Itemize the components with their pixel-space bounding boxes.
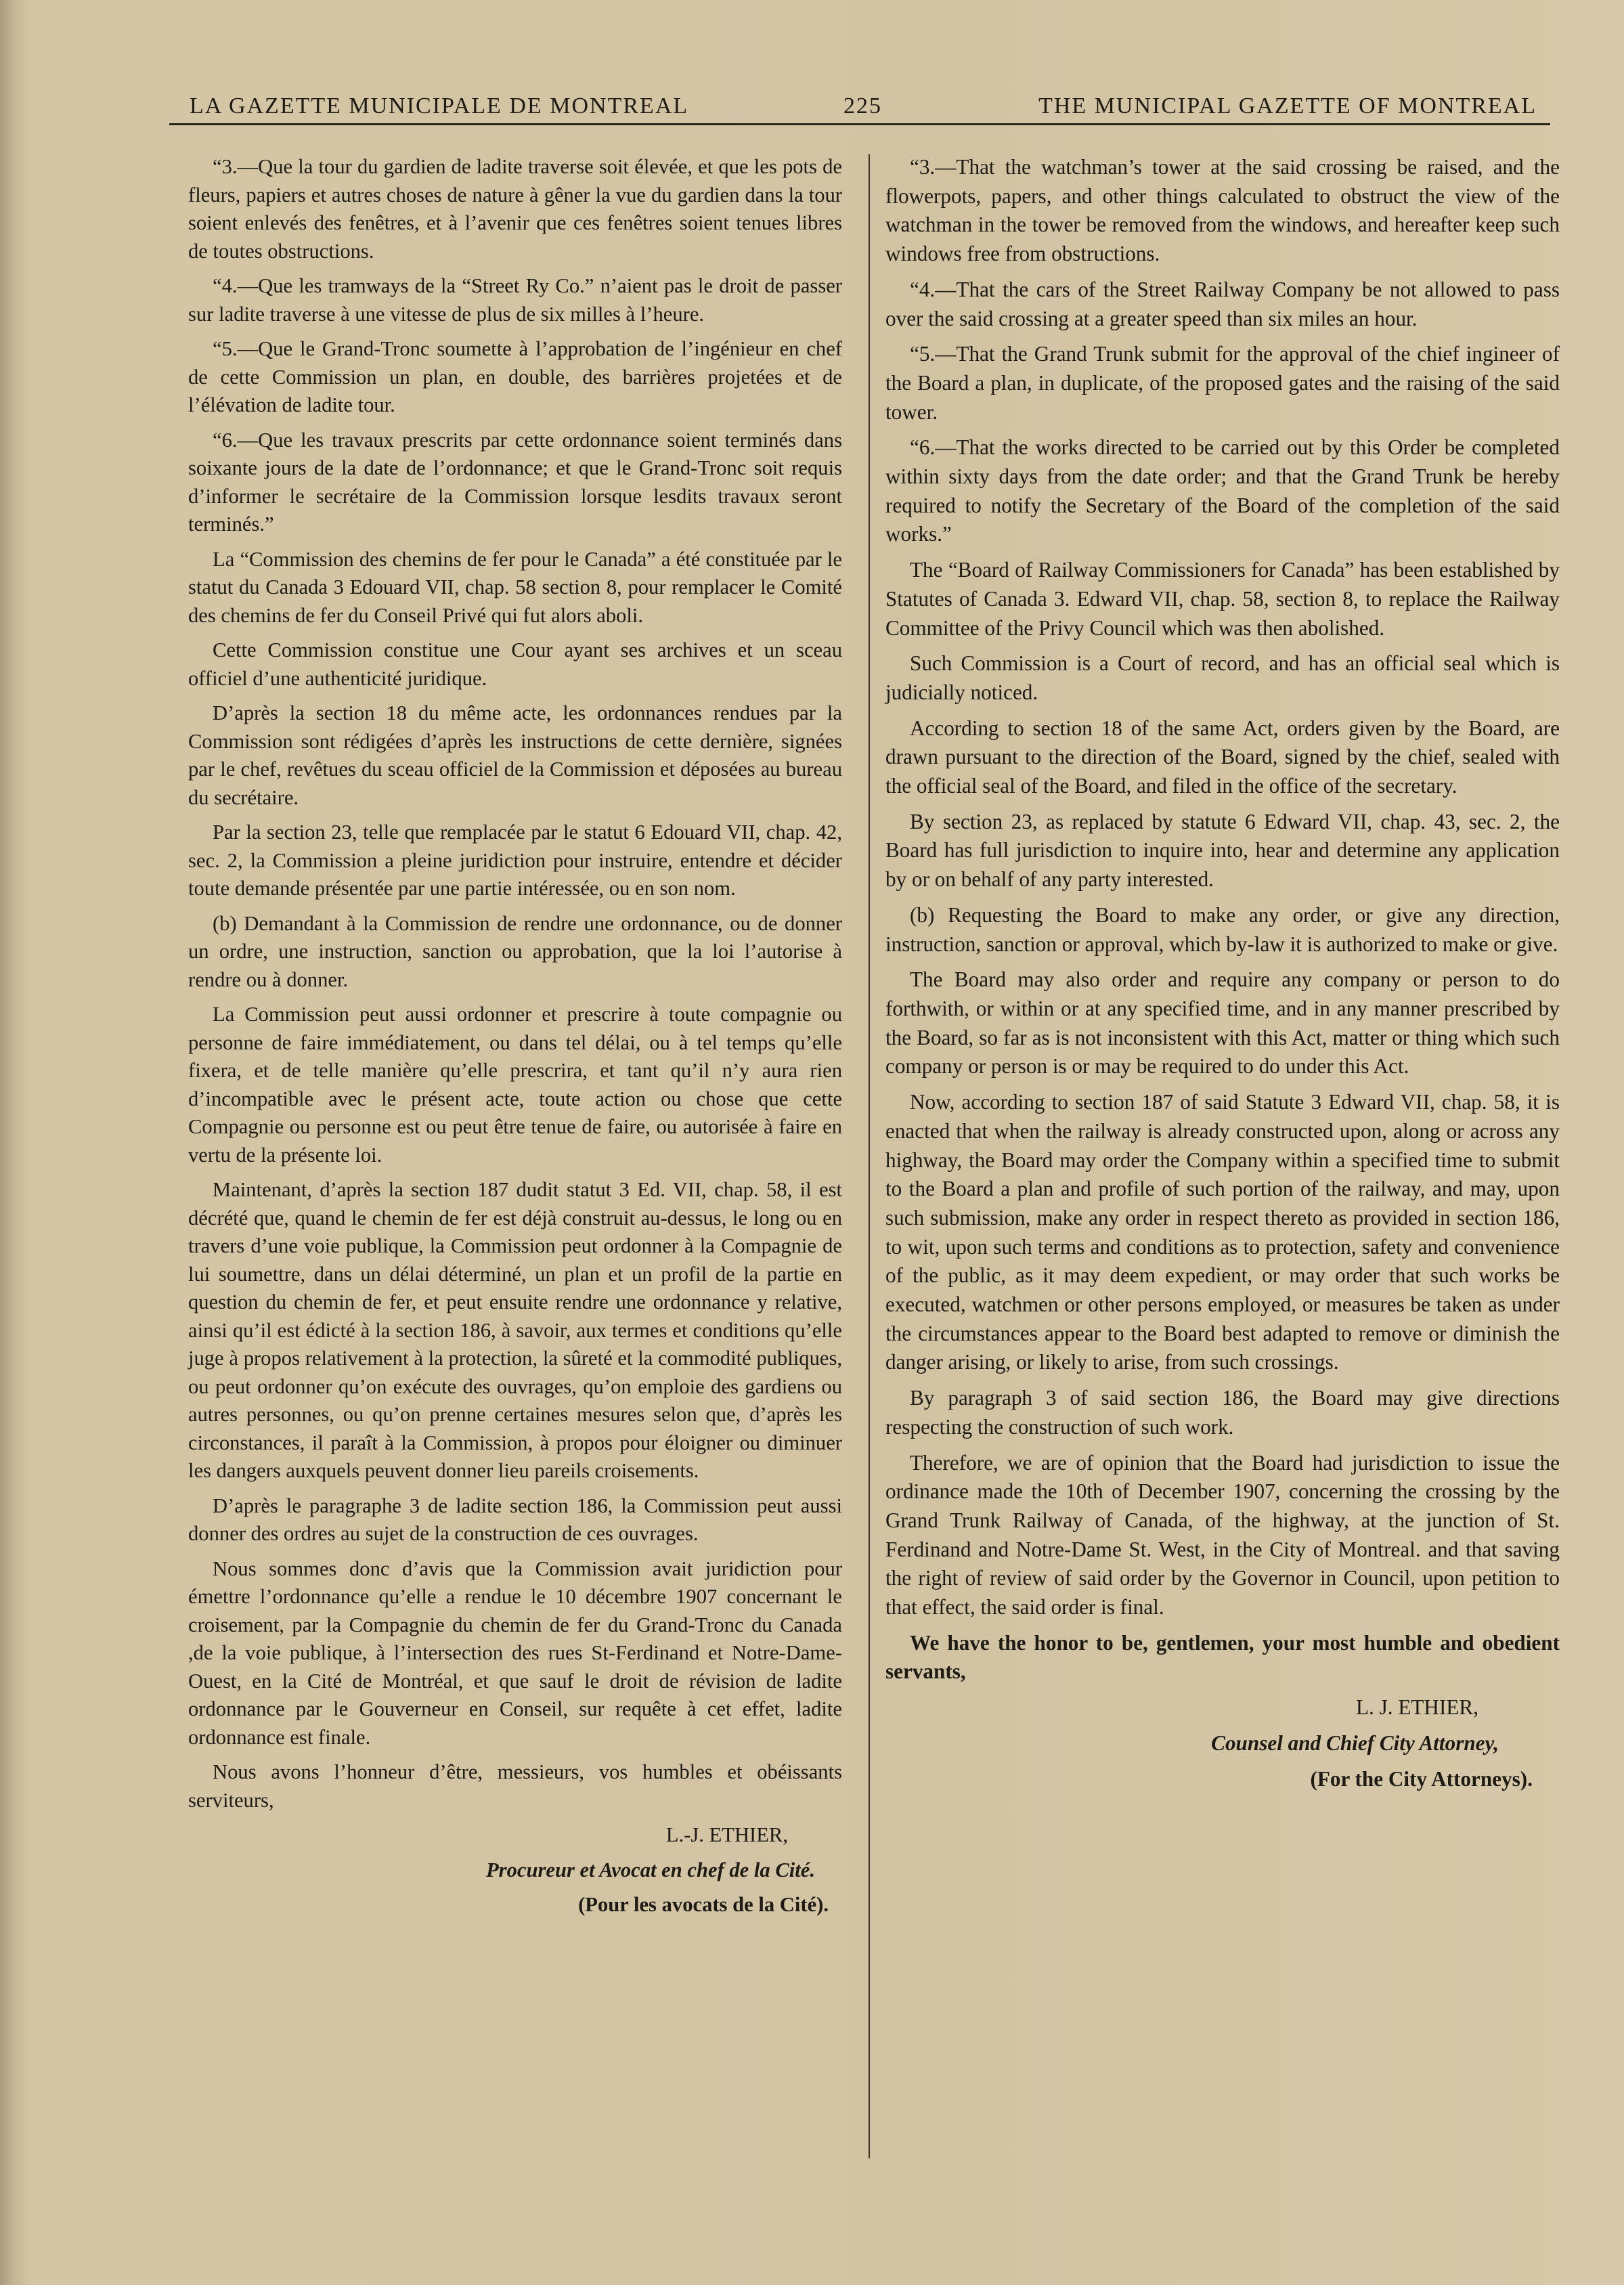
paragraph: Such Commission is a Court of record, and has an official seal which is judicially noticed.: [885, 651, 1560, 704]
header-title-french: LA GAZETTE MUNICIPALE DE MONTREAL: [190, 93, 689, 118]
paragraph: By section 23, as replaced by statute 6 Edward VII, chap. 43, sec. 2, the Board has full jurisdiction to inquire into, hear and determine any application by or on behalf of any party interested.: [885, 809, 1560, 892]
paragraph: Therefore, we are of opinion that the Board had jurisdiction to issue the ordinance made the 10th of December 1907, concerning the crossing by the Grand Trunk Railway of Canada, of the highway, at the junction of St. Ferdinand and Notre-Dame St. West, in the City of Montreal. and that saving the right of review of said order by the Governor in Council, upon petition to that effect, the said order is final.: [885, 1450, 1560, 1619]
english-column: [885, 153, 1560, 1800]
paragraph: Nous sommes donc d’avis que la Commission avait juridiction pour émettre l’ordonnance qu’elle a rendue le 10 décembre 1907 concernant le croisement, par la Compagnie du chemin de fer du Grand-Tronc du Canada ,de la voie publique, à l’intersection des rues St-Ferdinand et Notre-Dame-Ouest, en la Cité de Montréal, et que sauf le droit de révision de ladite ordonnance par le Gouverneur en Conseil, sur requête à cet effet, ladite ordonnance est finale.: [188, 1557, 842, 1749]
french-column: [188, 153, 842, 1926]
header-title-english: THE MUNICIPAL GAZETTE OF MONTREAL: [1038, 93, 1537, 118]
closing-paragraph: We have the honor to be, gentlemen, your most humble and obedient servants,: [885, 1630, 1560, 1684]
paragraph: “5.—That the Grand Trunk submit for the approval of the chief ingineer of the Board a plan, in duplicate, of the proposed gates and the raising of the said tower.: [885, 342, 1560, 424]
closing-paragraph: Nous avons l’honneur d’être, messieurs, vos humbles et obéissants serviteurs,: [188, 1760, 842, 1812]
paragraph: Par la section 23, telle que remplacée par le statut 6 Edouard VII, chap. 42, sec. 2, la Commission a pleine juridiction pour instruire, entendre et décider toute demande présentée par une partie intéressée, ou en son nom.: [188, 821, 842, 900]
signature-title: Procureur et Avocat en chef de la Cité.: [485, 1858, 815, 1881]
signature-title: Counsel and Chief City Attorney,: [1211, 1731, 1499, 1755]
paragraph: According to section 18 of the same Act, orders given by the Board, are drawn pursuant to the direction of the Board, signed by the chief, sealed with the official seal of the Board, and filed in the office of the secretary.: [885, 716, 1560, 798]
paragraph: (b) Demandant à la Commission de rendre une ordonnance, ou de donner un ordre, une instruction, sanction ou approbation, que la loi l’autorise à rendre ou à donner.: [188, 911, 842, 991]
paragraph: Maintenant, d’après la section 187 dudit statut 3 Ed. VII, chap. 58, il est décrété que, quand le chemin de fer est déjà construit au-dessus, le long ou en travers d’une voie publique, la Commission peut ordonner à la Compagnie de lui soumettre, dans un délai déterminé, un plan et un profil de la partie en question du chemin de fer, et peut ensuite rendre une ordonnance y relative, ainsi qu’il est édicté à la section 186, à savoir, aux termes et conditions qu’elle juge à propos relativement à la protection, la sûreté et la commodité publiques, ou peut ordonner qu’on exécute des ouvrages, qu’on emploie des gardiens ou autres personnes, ou qu’on prenne certaines mesures selon que, d’après les circonstances, il paraît à la Commission, à propos pour éloigner ou diminuer les dangers auxquels peuvent donner lieu pareils croisements.: [188, 1178, 842, 1482]
paragraph: “3.—That the watchman’s tower at the said crossing be raised, and the flowerpots, papers, and other things calculated to obstruct the view of the watchman in the tower be removed from the windows, and hereafter keep such windows free from obstructions.: [885, 155, 1560, 266]
paragraph: By paragraph 3 of said section 186, the Board may give directions respecting the construction of such work.: [885, 1386, 1560, 1439]
paragraph: Now, according to section 187 of said Statute 3 Edward VII, chap. 58, it is enacted that when the railway is already constructed upon, along or across any highway, the Board may order the Company within a specified time to submit to the Board a plan and profile of such portion of the railway, and may, upon such submission, make any order in respect thereto as provided in section 186, to wit, upon such terms and conditions as to protection, safety and convenience of the public, as it may deem expedient, or may order that such works be executed, watchmen or other persons employed, or measures be taken as under the circumstances appear to the Board best adapted to remove or diminish the danger arising, or likely to arise, from such crossings.: [885, 1090, 1560, 1374]
paragraph: “3.—Que la tour du gardien de ladite traverse soit élevée, et que les pots de fleurs, papiers et autres choses de nature à gêner la vue du gardien dans la tour soient enlevés des fenêtres, et à l’avenir que ces fenêtres soient tenues libres de toutes obstructions.: [188, 155, 842, 263]
paragraph: D’après le paragraphe 3 de ladite section 186, la Commission peut aussi donner des ordres au sujet de la construction de ces ouvrages.: [188, 1494, 842, 1545]
paragraph: “4.—That the cars of the Street Railway Company be not allowed to pass over the said crossing at a greater speed than six miles an hour.: [885, 277, 1560, 330]
paragraph: Cette Commission constitue une Cour ayant ses archives et un sceau officiel d’une authenticité juridique.: [188, 638, 842, 690]
paragraph: “4.—Que les tramways de la “Street Ry Co.” n’aient pas le droit de passer sur ladite traverse à une vitesse de plus de six milles à l’heure.: [188, 274, 842, 326]
paragraph: “5.—Que le Grand-Tronc soumette à l’approbation de l’ingénieur en chef de cette Commission un plan, en double, des barrières projetées et de l’élévation de ladite tour.: [188, 337, 842, 416]
paragraph: (b) Requesting the Board to make any order, or give any direction, instruction, sanction or approval, which by-law it is authorized to make or give.: [885, 902, 1560, 956]
signature-name: L.-J. ETHIER,: [665, 1823, 788, 1846]
paragraph: The “Board of Railway Commissioners for Canada” has been established by Statutes of Canada 3. Edward VII, chap. 58, section 8, to replace the Railway Committee of the Privy Council which was then abolished.: [885, 558, 1560, 640]
paragraph: La “Commission des chemins de fer pour le Canada” a été constituée par le statut du Canada 3 Edouard VII, chap. 58 section 8, pour remplacer le Comité des chemins de fer du Conseil Privé qui fut alors aboli.: [188, 547, 842, 627]
paragraph: “6.—That the works directed to be carried out by this Order be completed within sixty days from the date order; and that the Grand Trunk be hereby required to notify the Secretary of the Board of the completion of the said works.”: [885, 435, 1560, 546]
signature-on-behalf: (Pour les avocats de la Cité).: [578, 1893, 829, 1916]
paragraph: “6.—Que les travaux prescrits par cette ordonnance soient terminés dans soixante jours de la date de l’ordonnance; et que le Grand-Tronc soit requis d’informer le secrétaire de la Commission lorsque lesdits travaux seront terminés.”: [188, 428, 842, 536]
signature-on-behalf: (For the City Attorneys).: [1310, 1766, 1533, 1791]
column-divider: [869, 154, 870, 2158]
paragraph: La Commission peut aussi ordonner et prescrire à toute compagnie ou personne de faire immédiatement, ou dans tel délai, ou à tel temps qu’elle fixera, et de telle manière qu’elle prescrira, et tant qu’il n’y aura rien d’incompatible avec le présent acte, toute action ou chose que cette Compagnie ou personne est ou peut être tenue de faire, ou autorisée à faire en vertu de la présente loi.: [188, 1003, 842, 1167]
paragraph: The Board may also order and require any company or person to do forthwith, or within or at any specified time, and in any manner prescribed by the Board, so far as is not inconsistent with this Act, matter or thing which such company or person is or may be required to do under this Act.: [885, 967, 1560, 1079]
page-header: [169, 89, 1550, 125]
paragraph: D’après la section 18 du même acte, les ordonnances rendues par la Commission sont rédigées d’après les instructions de cette dernière, signées par le chef, revêtues du sceau officiel de la Commission et déposées au bureau du secrétaire.: [188, 701, 842, 809]
signature-name: L. J. ETHIER,: [1355, 1695, 1478, 1720]
page-number: 225: [843, 93, 882, 118]
